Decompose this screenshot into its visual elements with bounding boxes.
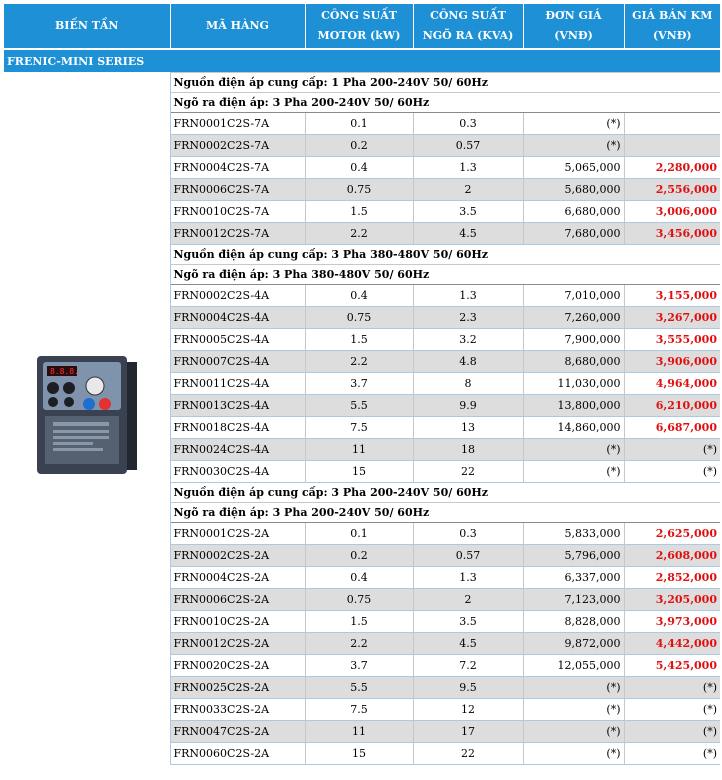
table-header	[4, 4, 720, 49]
unit-price-cell: 7,680,000	[523, 223, 624, 245]
group-header-row	[4, 73, 720, 93]
promo-price-cell: 5,425,000	[624, 655, 720, 677]
motor-power-cell: 0.4	[305, 567, 413, 589]
inverter-device-icon	[31, 352, 143, 482]
promo-price-cell: 2,852,000	[624, 567, 720, 589]
promo-price-cell: 3,906,000	[624, 351, 720, 373]
unit-price-cell: 9,872,000	[523, 633, 624, 655]
output-power-cell: 1.3	[413, 285, 523, 307]
header-promo-price: GIÁ BÁN KM (VNĐ)	[624, 4, 720, 49]
motor-power-cell: 5.5	[305, 677, 413, 699]
unit-price-cell: 8,828,000	[523, 611, 624, 633]
output-power-cell: 1.3	[413, 567, 523, 589]
model-code-cell: FRN0012C2S-2A	[170, 633, 305, 655]
output-power-cell: 0.3	[413, 523, 523, 545]
group-supply-voltage: Nguồn điện áp cung cấp: 3 Pha 200-240V 50/ 60Hz	[170, 483, 720, 503]
model-code-cell: FRN0006C2S-2A	[170, 589, 305, 611]
unit-price-cell: (*)	[523, 113, 624, 135]
motor-power-cell: 0.1	[305, 113, 413, 135]
unit-price-cell: 5,796,000	[523, 545, 624, 567]
promo-price-cell: 3,205,000	[624, 589, 720, 611]
promo-price-cell: 3,006,000	[624, 201, 720, 223]
promo-price-cell	[624, 135, 720, 157]
group-supply-voltage: Nguồn điện áp cung cấp: 3 Pha 380-480V 50/ 60Hz	[170, 245, 720, 265]
model-code-cell: FRN0060C2S-2A	[170, 743, 305, 765]
promo-price-cell: 3,456,000	[624, 223, 720, 245]
group-output-voltage: Ngõ ra điện áp: 3 Pha 200-240V 50/ 60Hz	[170, 503, 720, 523]
header-motor-power: CÔNG SUẤT MOTOR (kW)	[305, 4, 413, 49]
unit-price-cell: 7,010,000	[523, 285, 624, 307]
promo-price-cell: 3,155,000	[624, 285, 720, 307]
header-inverter: BIẾN TẦN	[4, 4, 170, 49]
unit-price-cell: 6,337,000	[523, 567, 624, 589]
promo-price-cell: (*)	[624, 461, 720, 483]
model-code-cell: FRN0001C2S-7A	[170, 113, 305, 135]
model-code-cell: FRN0013C2S-4A	[170, 395, 305, 417]
motor-power-cell: 15	[305, 461, 413, 483]
model-code-cell: FRN0047C2S-2A	[170, 721, 305, 743]
promo-price-cell: (*)	[624, 743, 720, 765]
model-code-cell: FRN0002C2S-7A	[170, 135, 305, 157]
group-output-voltage: Ngõ ra điện áp: 3 Pha 380-480V 50/ 60Hz	[170, 265, 720, 285]
motor-power-cell: 11	[305, 439, 413, 461]
model-code-cell: FRN0004C2S-4A	[170, 307, 305, 329]
output-power-cell: 13	[413, 417, 523, 439]
series-row	[4, 49, 720, 73]
promo-price-cell: 6,210,000	[624, 395, 720, 417]
motor-power-cell: 2.2	[305, 351, 413, 373]
group-supply-voltage: Nguồn điện áp cung cấp: 1 Pha 200-240V 50/ 60Hz	[170, 73, 720, 93]
promo-price-cell: (*)	[624, 439, 720, 461]
unit-price-cell: (*)	[523, 699, 624, 721]
model-code-cell: FRN0010C2S-2A	[170, 611, 305, 633]
motor-power-cell: 1.5	[305, 329, 413, 351]
header-model-code: MÃ HÀNG	[170, 4, 305, 49]
motor-power-cell: 0.75	[305, 307, 413, 329]
model-code-cell: FRN0007C2S-4A	[170, 351, 305, 373]
motor-power-cell: 0.4	[305, 285, 413, 307]
model-code-cell: FRN0005C2S-4A	[170, 329, 305, 351]
unit-price-cell: (*)	[523, 743, 624, 765]
model-code-cell: FRN0018C2S-4A	[170, 417, 305, 439]
promo-price-cell: (*)	[624, 677, 720, 699]
promo-price-cell: 2,556,000	[624, 179, 720, 201]
unit-price-cell: 8,680,000	[523, 351, 624, 373]
motor-power-cell: 1.5	[305, 611, 413, 633]
model-code-cell: FRN0033C2S-2A	[170, 699, 305, 721]
unit-price-cell: (*)	[523, 721, 624, 743]
motor-power-cell: 1.5	[305, 201, 413, 223]
unit-price-cell: (*)	[523, 135, 624, 157]
motor-power-cell: 0.2	[305, 545, 413, 567]
model-code-cell: FRN0002C2S-4A	[170, 285, 305, 307]
output-power-cell: 4.8	[413, 351, 523, 373]
motor-power-cell: 11	[305, 721, 413, 743]
price-table	[4, 4, 720, 765]
unit-price-cell: 7,123,000	[523, 589, 624, 611]
output-power-cell: 2.3	[413, 307, 523, 329]
promo-price-cell: 2,625,000	[624, 523, 720, 545]
promo-price-cell: 6,687,000	[624, 417, 720, 439]
unit-price-cell: 14,860,000	[523, 417, 624, 439]
motor-power-cell: 2.2	[305, 633, 413, 655]
output-power-cell: 3.5	[413, 201, 523, 223]
unit-price-cell: 13,800,000	[523, 395, 624, 417]
header-unit-price: ĐƠN GIÁ (VNĐ)	[523, 4, 624, 49]
output-power-cell: 3.2	[413, 329, 523, 351]
model-code-cell: FRN0024C2S-4A	[170, 439, 305, 461]
motor-power-cell: 7.5	[305, 417, 413, 439]
promo-price-cell: 3,973,000	[624, 611, 720, 633]
promo-price-cell: 3,555,000	[624, 329, 720, 351]
output-power-cell: 1.3	[413, 157, 523, 179]
output-power-cell: 22	[413, 461, 523, 483]
header-output-power: CÔNG SUẤT NGÕ RA (KVA)	[413, 4, 523, 49]
motor-power-cell: 5.5	[305, 395, 413, 417]
table-body	[4, 49, 720, 765]
promo-price-cell: 2,280,000	[624, 157, 720, 179]
output-power-cell: 12	[413, 699, 523, 721]
unit-price-cell: 5,833,000	[523, 523, 624, 545]
motor-power-cell: 0.1	[305, 523, 413, 545]
output-power-cell: 9.5	[413, 677, 523, 699]
promo-price-cell: 4,442,000	[624, 633, 720, 655]
promo-price-cell: (*)	[624, 699, 720, 721]
model-code-cell: FRN0001C2S-2A	[170, 523, 305, 545]
model-code-cell: FRN0030C2S-4A	[170, 461, 305, 483]
unit-price-cell: 5,065,000	[523, 157, 624, 179]
motor-power-cell: 0.2	[305, 135, 413, 157]
model-code-cell: FRN0012C2S-7A	[170, 223, 305, 245]
unit-price-cell: (*)	[523, 677, 624, 699]
model-code-cell: FRN0025C2S-2A	[170, 677, 305, 699]
model-code-cell: FRN0010C2S-7A	[170, 201, 305, 223]
unit-price-cell: (*)	[523, 439, 624, 461]
output-power-cell: 3.5	[413, 611, 523, 633]
output-power-cell: 22	[413, 743, 523, 765]
promo-price-cell	[624, 113, 720, 135]
promo-price-cell: 2,608,000	[624, 545, 720, 567]
model-code-cell: FRN0020C2S-2A	[170, 655, 305, 677]
motor-power-cell: 0.75	[305, 589, 413, 611]
unit-price-cell: 7,260,000	[523, 307, 624, 329]
unit-price-cell: 5,680,000	[523, 179, 624, 201]
output-power-cell: 2	[413, 589, 523, 611]
motor-power-cell: 3.7	[305, 655, 413, 677]
model-code-cell: FRN0006C2S-7A	[170, 179, 305, 201]
output-power-cell: 9.9	[413, 395, 523, 417]
unit-price-cell: 11,030,000	[523, 373, 624, 395]
output-power-cell: 18	[413, 439, 523, 461]
promo-price-cell: (*)	[624, 721, 720, 743]
promo-price-cell: 3,267,000	[624, 307, 720, 329]
product-image-cell	[4, 73, 170, 765]
model-code-cell: FRN0004C2S-2A	[170, 567, 305, 589]
output-power-cell: 0.57	[413, 135, 523, 157]
output-power-cell: 4.5	[413, 633, 523, 655]
output-power-cell: 17	[413, 721, 523, 743]
output-power-cell: 8	[413, 373, 523, 395]
model-code-cell: FRN0004C2S-7A	[170, 157, 305, 179]
unit-price-cell: 6,680,000	[523, 201, 624, 223]
group-output-voltage: Ngõ ra điện áp: 3 Pha 200-240V 50/ 60Hz	[170, 93, 720, 113]
unit-price-cell: 7,900,000	[523, 329, 624, 351]
output-power-cell: 4.5	[413, 223, 523, 245]
motor-power-cell: 2.2	[305, 223, 413, 245]
series-title: FRENIC-MINI SERIES	[4, 49, 720, 73]
motor-power-cell: 7.5	[305, 699, 413, 721]
output-power-cell: 0.3	[413, 113, 523, 135]
motor-power-cell: 0.75	[305, 179, 413, 201]
display-reading: 8.8.8.	[49, 367, 79, 376]
promo-price-cell: 4,964,000	[624, 373, 720, 395]
motor-power-cell: 15	[305, 743, 413, 765]
output-power-cell: 2	[413, 179, 523, 201]
model-code-cell: FRN0002C2S-2A	[170, 545, 305, 567]
model-code-cell: FRN0011C2S-4A	[170, 373, 305, 395]
output-power-cell: 0.57	[413, 545, 523, 567]
motor-power-cell: 0.4	[305, 157, 413, 179]
output-power-cell: 7.2	[413, 655, 523, 677]
unit-price-cell: (*)	[523, 461, 624, 483]
motor-power-cell: 3.7	[305, 373, 413, 395]
unit-price-cell: 12,055,000	[523, 655, 624, 677]
